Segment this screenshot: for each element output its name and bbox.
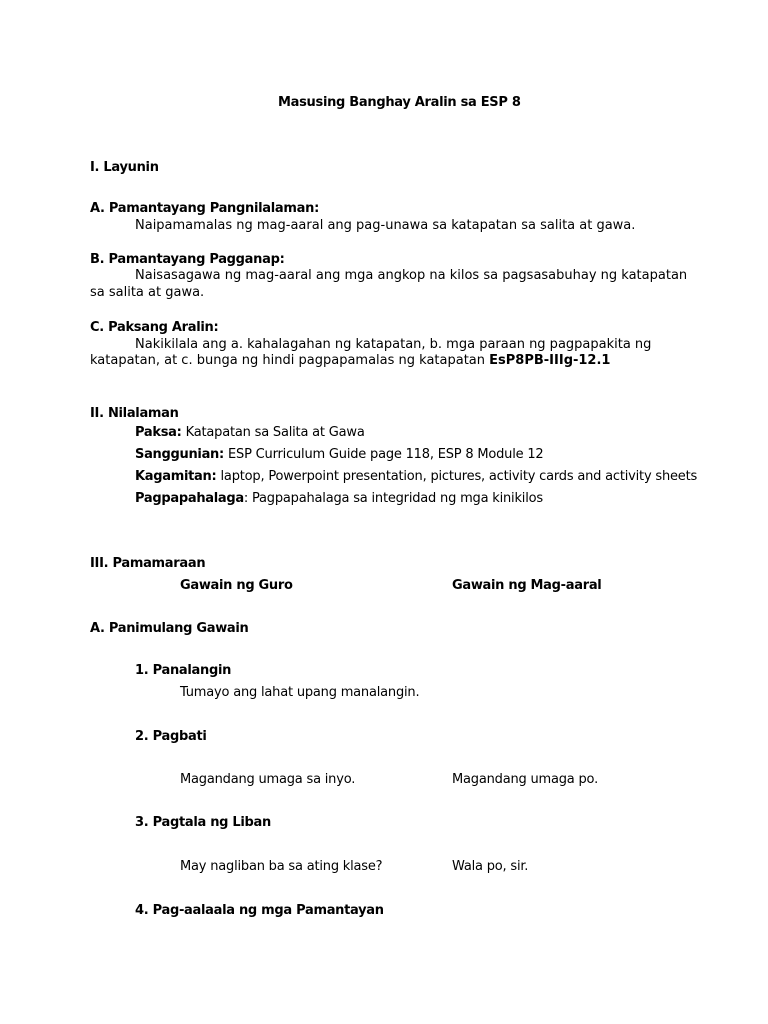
pagpapahalaga-row <box>135 490 543 507</box>
paksang-aralin-line2-text: katapatan, at c. bunga ng hindi pagpapamalas ng katapatan <box>90 353 486 368</box>
pagtala-ng-liban-heading: 3. Pagtala ng Liban <box>135 815 271 830</box>
panalangin-heading: 1. Panalangin <box>135 663 232 678</box>
pamantayang-pagganap-line2: sa salita at gawa. <box>90 285 205 300</box>
pamantayang-pagganap-line1: Naisasagawa ng mag-aaral ang mga angkop na kilos sa pagsasabuhay ng katapatan <box>135 268 688 283</box>
section-nilalaman-heading: II. Nilalaman <box>90 406 179 421</box>
column-header-guro: Gawain ng Guro <box>180 578 293 593</box>
paksa-value: Katapatan sa Salita at Gawa <box>185 425 365 440</box>
liban-teacher-text: May nagliban ba sa ating klase? <box>180 859 383 874</box>
paksa-label: Paksa: <box>135 425 182 440</box>
column-header-mag-aaral: Gawain ng Mag-aaral <box>452 578 602 593</box>
pagbati-student-text: Magandang umaga po. <box>452 772 599 787</box>
kagamitan-label: Kagamitan: <box>135 469 217 484</box>
paksang-aralin-heading: C. Paksang Aralin: <box>90 320 219 335</box>
pamantayang-pangnilalaman-heading: A. Pamantayang Pangnilalaman: <box>90 201 319 216</box>
sanggunian-row <box>135 446 543 463</box>
pagbati-heading: 2. Pagbati <box>135 729 207 744</box>
section-layunin-heading: I. Layunin <box>90 160 159 175</box>
panalangin-teacher-text: Tumayo ang lahat upang manalangin. <box>180 685 420 700</box>
pamantayang-pagganap-heading: B. Pamantayang Pagganap: <box>90 252 285 267</box>
paksang-aralin-line2 <box>90 352 610 369</box>
sanggunian-value: ESP Curriculum Guide page 118, ESP 8 Module 12 <box>228 447 544 462</box>
competency-code: EsP8PB-IIIg-12.1 <box>489 353 611 368</box>
sanggunian-label: Sanggunian: <box>135 447 224 462</box>
pagpapahalaga-value: : Pagpapahalaga sa integridad ng mga kinikilos <box>243 491 543 506</box>
pamantayan-heading: 4. Pag-aalaala ng mga Pamantayan <box>135 903 384 918</box>
section-pamamaraan-heading: III. Pamamaraan <box>90 556 206 571</box>
pagpapahalaga-label: Pagpapahalaga <box>135 491 244 506</box>
kagamitan-row <box>135 468 697 485</box>
liban-student-text: Wala po, sir. <box>452 859 529 874</box>
document-title: Masusing Banghay Aralin sa ESP 8 <box>278 95 521 110</box>
panimulang-gawain-heading: A. Panimulang Gawain <box>90 621 249 636</box>
paksa-row <box>135 424 365 441</box>
pamantayang-pangnilalaman-text: Naipamamalas ng mag-aaral ang pag-unawa sa katapatan sa salita at gawa. <box>135 218 636 233</box>
pagbati-teacher-text: Magandang umaga sa inyo. <box>180 772 356 787</box>
paksang-aralin-line1: Nakikilala ang a. kahalagahan ng katapatan, b. mga paraan ng pagpapakita ng <box>135 337 652 352</box>
kagamitan-value: laptop, Powerpoint presentation, pictures, activity cards and activity sheets <box>220 469 698 484</box>
